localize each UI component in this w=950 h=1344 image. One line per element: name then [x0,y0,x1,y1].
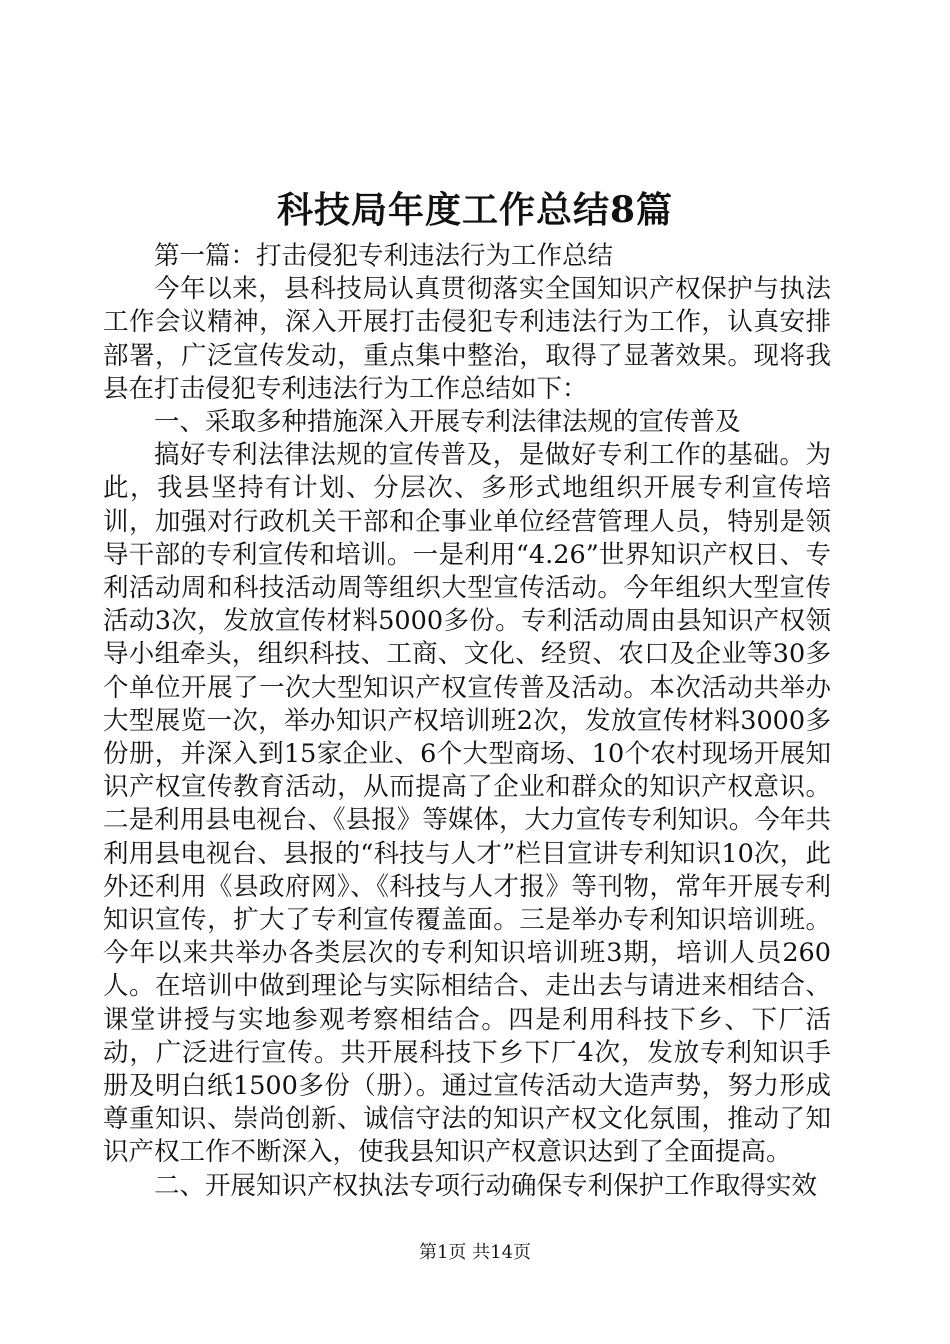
section-heading-first: 第一篇：打击侵犯专利违法行为工作总结 [154,241,614,271]
intro-paragraph: 今年以来，县科技局认真贯彻落实全国知识产权保护与执法工作会议精神，深入开展打击侵犯专利违法行为工作，认真安排部署，广泛宣传发动，重点集中整治，取得了显著效果。现将我县在打击侵犯专利违法行为工作总结如下： [103,274,831,404]
body-paragraph: 搞好专利法律法规的宣传普及，是做好专利工作的基础。为此，我县坚持有计划、分层次、多形式地组织开展专利宣传培训，加强对行政机关干部和企事业单位经营管理人员，特别是领导干部的专利宣传和培训。一是利用“4.26”世界知识产权日、专利活动周和科技活动周等组织大型宣传活动。今年组织大型宣传活动3次，发放宣传材料5000多份。专利活动周由县知识产权领导小组牵头，组织科技、工商、文化、经贸、农口及企业等30多个单位开展了一次大型知识产权宣传普及活动。本次活动共举办大型展览一次，举办知识产权培训班2次，发放宣传材料3000多份册，并深入到15家企业、6个大型商场、10个农村现场开展知识产权宣传教育活动，从而提高了企业和群众的知识产权意识。二是利用县电视台、《县报》等媒体，大力宣传专利知识。今年共利用县电视台、县报的“科技与人才”栏目宣讲专利知识10次，此外还利用《县政府网》、《科技与人才报》等刊物，常年开展专利知识宣传，扩大了专利宣传覆盖面。三是举办专利知识培训班。今年以来共举办各类层次的专利知识培训班3期，培训人员260人。在培训中做到理论与实际相结合、走出去与请进来相结合、课堂讲授与实地参观考察相结合。四是利用科技下乡、下厂活动，广泛进行宣传。共开展科技下乡下厂4次，发放专利知识手册及明白纸1500多份（册）。通过宣传活动大造声势，努力形成尊重知识、崇尚创新、诚信守法的知识产权文化氛围，推动了知识产权工作不断深入，使我县知识产权意识达到了全面提高。 [103,440,831,1168]
section-heading-two: 二、开展知识产权执法专项行动确保专利保护工作取得实效 [154,1170,818,1201]
document-title: 科技局年度工作总结8篇 [276,189,674,231]
document-body [103,240,831,1203]
page-footer: 第1页 共14页 [418,1242,532,1263]
section-heading-one: 一、采取多种措施深入开展专利法律法规的宣传普及 [154,407,741,438]
